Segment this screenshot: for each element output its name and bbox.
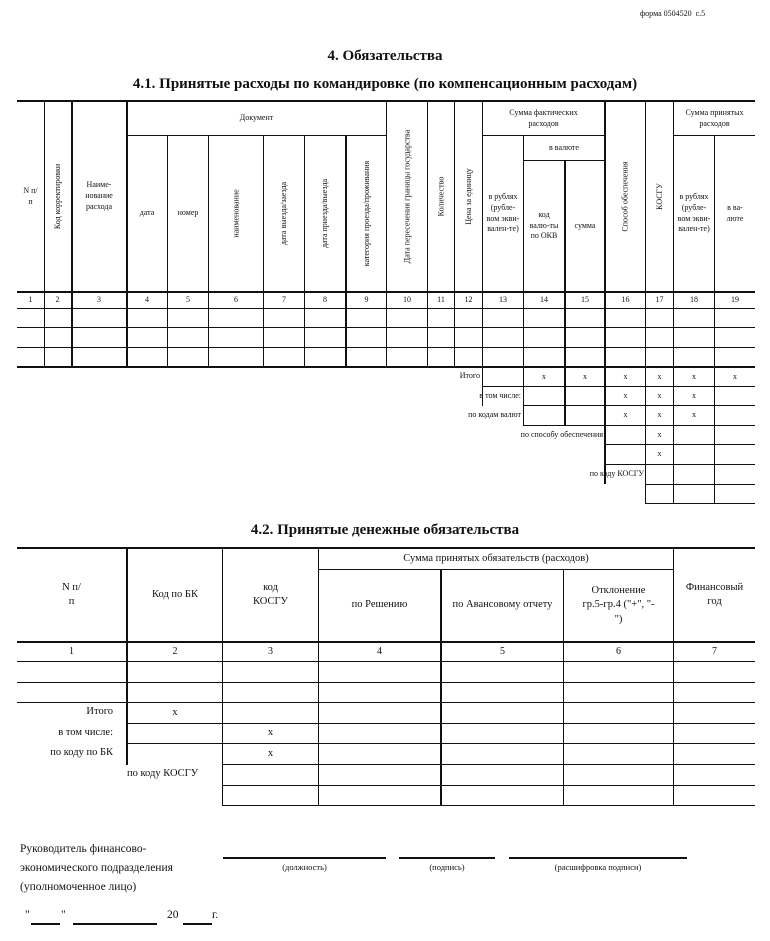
- col-number: 6: [234, 295, 238, 305]
- x-mark: x: [657, 390, 662, 400]
- date-quote-close: ": [61, 909, 66, 921]
- col-header-accepted-sum: Сумма принятых расходов: [685, 107, 744, 128]
- col-number: 13: [499, 295, 507, 305]
- by-provision-label: по способу обеспечения: [520, 430, 603, 439]
- col-number: 18: [690, 295, 698, 305]
- col-number: 11: [437, 295, 445, 305]
- col-number: 2: [55, 295, 60, 305]
- col-number: 7: [282, 295, 286, 305]
- col-number: 19: [731, 295, 739, 305]
- date-year-field[interactable]: [183, 923, 212, 925]
- col-header-correction-code: Код корректировки: [53, 163, 62, 230]
- signature-field[interactable]: [399, 857, 495, 859]
- col-number: 6: [616, 646, 621, 658]
- including-label: в том числе:: [479, 391, 521, 400]
- col-number: 14: [540, 295, 548, 305]
- signature-caption: (подпись): [429, 862, 465, 872]
- col-header-doc-number: номер: [177, 208, 199, 218]
- col-number: 10: [403, 295, 411, 305]
- date-month-field[interactable]: [73, 923, 157, 925]
- col-number: 8: [323, 295, 327, 305]
- col-header-arrival-date: дата приезда/выезда: [320, 178, 330, 249]
- col-header-kosgu-code: код КОСГУ: [253, 581, 288, 607]
- col-header-border-date: Дата пересечения границы государства: [402, 129, 412, 264]
- year-prefix: 20: [167, 909, 179, 921]
- col-number: 2: [172, 646, 178, 658]
- x-mark: x: [692, 371, 696, 381]
- signatory-role: [20, 840, 173, 897]
- signature-decoding-field[interactable]: [509, 857, 687, 859]
- form-reference: форма 0504520 с.5: [640, 9, 706, 18]
- role-line: Руководитель финансово-: [20, 843, 147, 855]
- x-mark: x: [657, 410, 662, 420]
- table2-title: 4.2. Принятые денежные обязательства: [250, 522, 520, 538]
- col-number: 1: [28, 295, 33, 305]
- col-header-actual-sum: Сумма фактических расходов: [509, 107, 578, 128]
- col-header-accepted-rubles: в рублях (рубле-вом экви-вален-те): [677, 191, 711, 234]
- col-number: 5: [500, 646, 505, 658]
- col-header-in-currency: в валюте: [549, 142, 579, 152]
- x-mark: x: [692, 410, 696, 420]
- col-header-doc-name: наименование: [231, 189, 241, 238]
- col-number: 4: [377, 646, 382, 658]
- col-header-amount: сумма: [574, 220, 596, 230]
- total-label: Итого: [86, 706, 113, 717]
- date-day-field[interactable]: [31, 923, 60, 925]
- table-row[interactable]: [17, 348, 755, 366]
- x-mark: x: [542, 371, 546, 381]
- date-quote-open: ": [25, 909, 30, 921]
- col-header-quantity: Количество: [436, 176, 446, 217]
- col-header-provision-method: Способ обеспечения: [621, 161, 630, 232]
- col-number: 15: [581, 295, 589, 305]
- col-header-npp: N п/п: [23, 185, 38, 206]
- table-row[interactable]: [17, 309, 755, 327]
- table-row[interactable]: [17, 662, 755, 682]
- col-header-accepted-sum: Сумма принятых обязательств (расходов): [403, 552, 589, 564]
- col-header-in-rubles: в рублях (рубле-вом экви-вален-те): [486, 191, 520, 234]
- col-header-currency-code: код валю-ты по ОКВ: [529, 209, 559, 241]
- x-mark: x: [267, 727, 274, 739]
- table-row[interactable]: [17, 683, 755, 702]
- year-suffix: г.: [212, 909, 219, 921]
- total-label: Итого: [459, 371, 480, 380]
- col-number: 1: [69, 646, 74, 658]
- section-title: 4. Обязательства: [327, 48, 443, 64]
- including-label: в том числе:: [58, 727, 113, 738]
- col-header-unit-price: Цена за единицу: [464, 168, 474, 225]
- col-header-doc-date: дата: [139, 208, 155, 218]
- col-header-npp: N п/п: [62, 581, 81, 607]
- x-mark: x: [657, 371, 662, 381]
- col-number: 3: [268, 646, 273, 658]
- col-header-fiscal-year: Финансовый год: [685, 581, 744, 607]
- x-mark: x: [623, 390, 628, 400]
- x-mark: x: [623, 371, 628, 381]
- x-mark: x: [267, 747, 274, 759]
- col-header-travel-category: категория проезда/проживания: [362, 160, 372, 267]
- col-number: 16: [621, 295, 630, 305]
- col-header-by-decision: по Решению: [351, 599, 408, 611]
- table1-title: 4.1. Принятые расходы по командировке (по компенсационным расходам): [132, 76, 638, 92]
- col-header-bk-code: Код по БК: [152, 588, 198, 600]
- x-mark: x: [733, 371, 737, 381]
- col-number: 4: [145, 295, 149, 305]
- position-field[interactable]: [223, 857, 386, 859]
- x-mark: x: [623, 410, 628, 420]
- signature-decoding-caption: (расшифровка подписи): [554, 862, 642, 872]
- position-caption: (должность): [282, 862, 327, 872]
- x-mark: x: [657, 429, 662, 439]
- col-header-kosgu: КОСГУ: [654, 183, 664, 210]
- col-number: 3: [97, 295, 101, 305]
- by-bk-label: по коду по БК: [50, 747, 113, 758]
- x-mark: x: [583, 371, 587, 381]
- x-mark: x: [172, 706, 178, 718]
- table-row[interactable]: [17, 328, 755, 347]
- col-number: 7: [712, 646, 717, 658]
- col-number: 9: [364, 295, 369, 305]
- by-currency-label: по кодам валют: [468, 410, 521, 419]
- x-mark: x: [657, 449, 662, 459]
- by-kosgu-label: по коду КОСГУ: [127, 768, 199, 779]
- by-kosgu-label: по коду КОСГУ: [589, 469, 644, 478]
- col-header-document: Документ: [239, 113, 274, 123]
- role-line: экономического подразделения: [20, 862, 173, 874]
- col-header-departure-date: дата выезда/заезда: [279, 181, 289, 246]
- col-number: 12: [464, 295, 473, 305]
- col-header-accepted-currency: в ва-люте: [726, 202, 744, 223]
- col-number: 5: [186, 295, 190, 305]
- col-number: 17: [655, 295, 664, 305]
- col-header-deviation: Отклонение гр.5-гр.4 ("+", "-"): [582, 585, 655, 625]
- role-line: (уполномоченное лицо): [20, 881, 137, 893]
- col-header-by-advance-report: по Авансовому отчету: [452, 599, 553, 611]
- col-header-expense-name: Наиме-нование расхода: [85, 180, 113, 211]
- x-mark: x: [692, 390, 696, 400]
